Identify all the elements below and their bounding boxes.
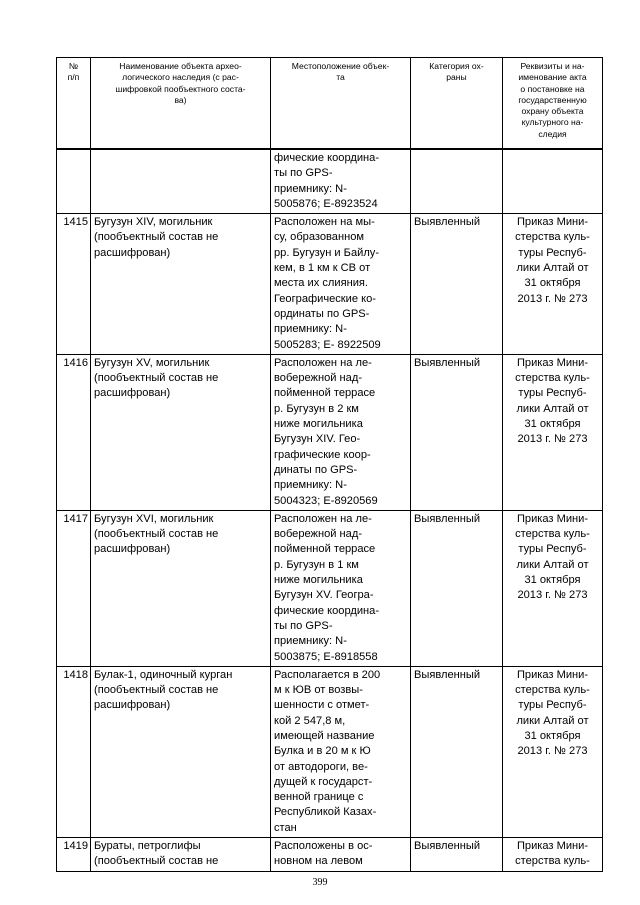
cell-number — [57, 150, 91, 214]
cell-number: 1415 — [57, 214, 91, 355]
table-row — [57, 510, 603, 666]
table-header — [56, 57, 603, 149]
cell-object-name: Бураты, петроглифы (пообъектный состав не — [91, 838, 271, 872]
table-row — [57, 666, 603, 837]
cell-object-name — [91, 150, 271, 214]
cell-object-name: Булак-1, одиночный курган (пообъектный состав не расшифрован) — [91, 666, 271, 837]
cell-category: Выявленный — [411, 354, 503, 510]
header-number: № п/п — [57, 58, 91, 149]
cell-object-name: Бугузун XVI, могильник (пообъектный состав не расшифрован) — [91, 510, 271, 666]
header-act-requisites: Реквизиты и на- именование акта о постановке на государственную охрану объекта культурного на- следия — [503, 58, 603, 149]
cell-requisites — [503, 150, 603, 214]
cell-object-name: Бугузун XIV, могильник (пообъектный состав не расшифрован) — [91, 214, 271, 355]
cell-requisites: Приказ Мини- стерства куль- туры Респуб- лики Алтай от 31 октября 2013 г. № 273 — [503, 354, 603, 510]
cell-location: фические координа- ты по GPS- приемнику: N- 5005876; E-8923524 — [271, 150, 411, 214]
cell-requisites: Приказ Мини- стерства куль- туры Респуб- лики Алтай от 31 октября 2013 г. № 273 — [503, 214, 603, 355]
heritage-table — [56, 149, 603, 872]
cell-number: 1418 — [57, 666, 91, 837]
page-number: 399 — [312, 877, 328, 888]
cell-location: Расположен на ле- вобережной над- пойменной террасе р. Бугузун в 2 км ниже могильника Бугузун XIV. Гео- графические коор- динаты по GPS- приемнику: N- 5004323; E-8920569 — [271, 354, 411, 510]
cell-number: 1417 — [57, 510, 91, 666]
cell-category: Выявленный — [411, 838, 503, 872]
header-location: Местоположение объек- та — [271, 58, 411, 149]
cell-requisites: Приказ Мини- стерства куль- — [503, 838, 603, 872]
cell-location: Расположены в ос- новном на левом — [271, 838, 411, 872]
cell-number: 1419 — [57, 838, 91, 872]
table-row-continuation — [57, 150, 603, 214]
cell-category — [411, 150, 503, 214]
cell-category: Выявленный — [411, 214, 503, 355]
header-protection-category: Категория ох- раны — [411, 58, 503, 149]
header-object-name: Наименование объекта архео- логического наследия (с рас- шифровкой пообъектного соста- ва) — [91, 58, 271, 149]
cell-location: Расположен на ле- вобережной над- пойменной террасе р. Бугузун в 1 км ниже могильника Бугузун XV. Геогра- фические координа- ты по GPS- приемнику: N- 5003875; E-8918558 — [271, 510, 411, 666]
cell-object-name: Бугузун XV, могильник (пообъектный состав не расшифрован) — [91, 354, 271, 510]
cell-category: Выявленный — [411, 510, 503, 666]
cell-location: Расположен на мы- су, образованном рр. Бугузун и Байлу- кем, в 1 км к СВ от места их слияния. Географические ко- ординаты по GPS- приемнику: N- 5005283; E- 8922509 — [271, 214, 411, 355]
cell-category: Выявленный — [411, 666, 503, 837]
table-row — [57, 354, 603, 510]
table-row — [57, 838, 603, 872]
cell-location: Располагается в 200 м к ЮВ от возвы- шенности с отмет- кой 2 547,8 м, имеющей название Булка и в 20 м к Ю от автодороги, ве- дущей к государст- венной границе с Республикой Казах- стан — [271, 666, 411, 837]
cell-requisites: Приказ Мини- стерства куль- туры Респуб- лики Алтай от 31 октября 2013 г. № 273 — [503, 666, 603, 837]
cell-requisites: Приказ Мини- стерства куль- туры Респуб- лики Алтай от 31 октября 2013 г. № 273 — [503, 510, 603, 666]
table-row — [57, 214, 603, 355]
cell-number: 1416 — [57, 354, 91, 510]
